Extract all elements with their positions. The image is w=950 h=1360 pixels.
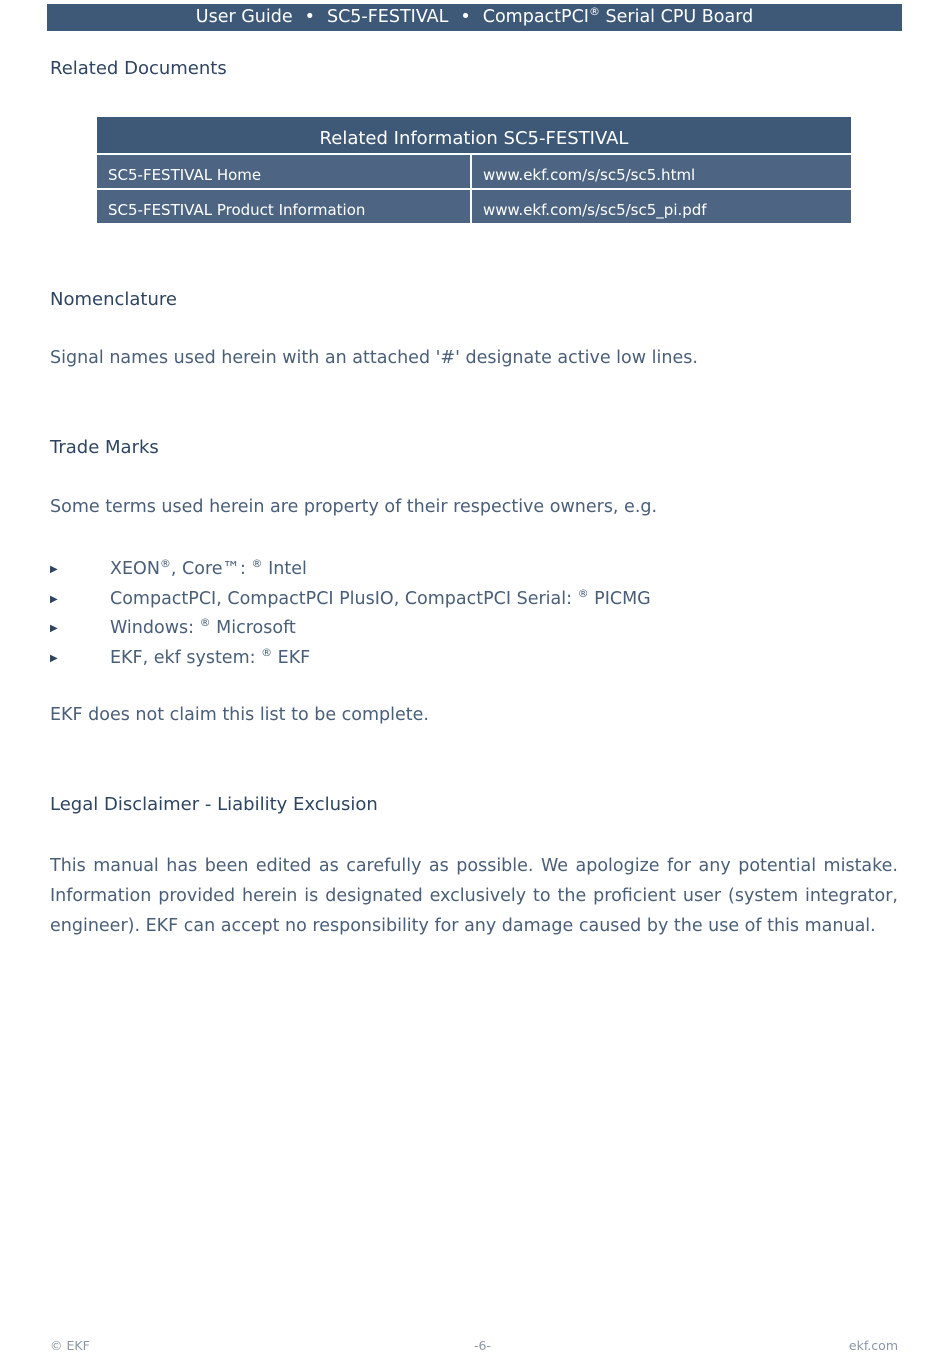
table-row	[97, 190, 851, 223]
trade-marks-intro: Some terms used herein are property of their respective owners, e.g.	[50, 497, 658, 517]
trade-marks-heading: Trade Marks	[50, 437, 159, 458]
trade-mark-entry: CompactPCI, CompactPCI PlusIO, CompactPCI Serial: ® PICMG	[110, 586, 651, 609]
legal-disclaimer-text: This manual has been edited as carefully as possible. We apologize for any potential mistake. Information provided herein is designated exclusively to the proficient user (system integrator, engineer). EKF can accept no responsibility for any damage caused by the use of this manual.	[50, 856, 898, 936]
table-row	[97, 155, 851, 190]
trade-mark-entry: XEON®, Core™: ® Intel	[110, 557, 307, 579]
footer-copyright: © EKF	[50, 1338, 90, 1353]
header-board-name: CompactPCI® Serial CPU Board	[482, 5, 754, 27]
trade-mark-entry: EKF, ekf system: ® EKF	[110, 646, 311, 669]
header-separator: •	[304, 7, 315, 27]
related-documents-heading: Related Documents	[50, 58, 227, 79]
header-separator-2: •	[460, 7, 471, 27]
table-cell-link[interactable]: www.ekf.com/s/sc5/sc5.html	[472, 155, 851, 188]
table-cell-label: SC5-FESTIVAL Home	[97, 155, 472, 188]
legal-disclaimer-heading: Legal Disclaimer - Liability Exclusion	[50, 794, 378, 815]
table-cell-label: SC5-FESTIVAL Product Information	[97, 190, 472, 223]
footer-website-link[interactable]: ekf.com	[848, 1338, 898, 1353]
header-doc-type: User Guide	[195, 7, 293, 27]
page-header	[47, 4, 902, 31]
bullet-icon: ▶	[50, 623, 58, 635]
nomenclature-text: Signal names used herein with an attached '#' designate active low lines.	[50, 348, 698, 368]
bullet-icon: ▶	[50, 593, 58, 605]
trade-marks-note: EKF does not claim this list to be complete.	[50, 705, 429, 725]
table-cell-link[interactable]: www.ekf.com/s/sc5/sc5_pi.pdf	[472, 190, 851, 223]
bullet-icon: ▶	[50, 564, 58, 575]
bullet-icon: ▶	[50, 653, 58, 665]
header-product: SC5-FESTIVAL	[326, 7, 449, 27]
page-number: -6-	[474, 1338, 491, 1353]
nomenclature-heading: Nomenclature	[50, 289, 177, 310]
related-info-table	[97, 117, 851, 223]
table-title: Related Information SC5-FESTIVAL	[97, 117, 851, 155]
trade-mark-entry: Windows: ® Microsoft	[110, 616, 296, 639]
